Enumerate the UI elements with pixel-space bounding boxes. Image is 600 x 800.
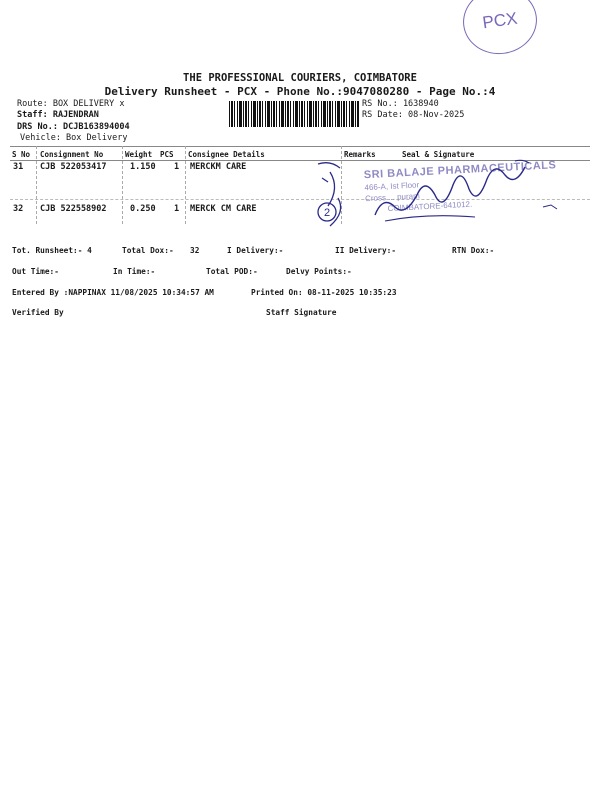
col-divider [36, 146, 37, 224]
verified-by: Verified By [12, 308, 64, 317]
row1-weight: 1.150 [130, 162, 156, 172]
seal-line-3: Cross ... puram [364, 191, 420, 204]
pcx-stamp-text: PCX [481, 8, 519, 33]
staff-signature: Staff Signature [266, 308, 337, 317]
i-delivery: I Delivery:- [227, 246, 284, 255]
header-remarks: Remarks [344, 150, 376, 159]
rtn-dox: RTN Dox:- [452, 246, 495, 255]
header-weight: Weight [125, 150, 153, 159]
row1-pcs: 1 [174, 162, 180, 172]
seal-line-2: 466-A, Ist Floor [364, 180, 420, 193]
tot-runsheet: Tot. Runsheet:- 4 [12, 246, 92, 255]
header-consignee: Consignee Details [188, 150, 265, 159]
barcode [229, 101, 359, 127]
rs-no-label: RS No.: 1638940 [362, 99, 439, 109]
staff-label: Staff: RAJENDRAN [17, 110, 99, 120]
row2-consignee: MERCK CM CARE [190, 204, 257, 214]
col-divider [122, 146, 123, 224]
row2-consignment: CJB 522558902 [40, 204, 107, 214]
runsheet-title: Delivery Runsheet - PCX - Phone No.:9047080280 - Page No.:4 [104, 85, 496, 98]
printed-on: Printed On: 08-11-2025 10:35:23 [251, 288, 397, 297]
col-divider [185, 146, 186, 224]
rs-date-label: RS Date: 08-Nov-2025 [362, 110, 465, 120]
row2-pcs: 1 [174, 204, 180, 214]
header-pcs: PCS [160, 150, 174, 159]
ii-delivery: II Delivery:- [335, 246, 397, 255]
header-consignment: Consignment No [40, 150, 104, 159]
delvy-points: Delvy Points:- [286, 267, 352, 276]
total-dox-value: 32 [190, 246, 200, 255]
in-time: In Time:- [113, 267, 156, 276]
out-time: Out Time:- [12, 267, 59, 276]
row2-sno: 32 [13, 204, 24, 214]
row1-consignment: CJB 522053417 [40, 162, 107, 172]
entered-by: Entered By :NAPPINAX 11/08/2025 10:34:57 AM [12, 288, 214, 297]
total-dox-label: Total Dox:- [122, 246, 174, 255]
handwritten-remarks [300, 158, 360, 230]
signature-scribble [365, 155, 565, 227]
route-label: Route: BOX DELIVERY x [17, 99, 125, 109]
table-top-border [10, 146, 590, 147]
total-pod: Total POD:- [206, 267, 258, 276]
handwritten-number: 2 [323, 207, 331, 219]
row1-consignee: MERCKM CARE [190, 162, 247, 172]
row1-sno: 31 [13, 162, 24, 172]
vehicle-label: Vehicle: Box Delivery [20, 133, 128, 143]
row2-weight: 0.250 [130, 204, 156, 214]
seal-line-1: SRI BALAJE PHARMACEUTICALS [363, 159, 557, 182]
company-title: THE PROFESSIONAL COURIERS, COIMBATORE [183, 72, 417, 84]
seal-line-4: COIMBATORE-641012. [387, 199, 473, 214]
pcx-stamp [459, 0, 541, 59]
header-sno: S No [12, 150, 31, 159]
drs-no-label: DRS No.: DCJB163894004 [17, 122, 130, 132]
header-seal: Seal & Signature [402, 150, 475, 159]
